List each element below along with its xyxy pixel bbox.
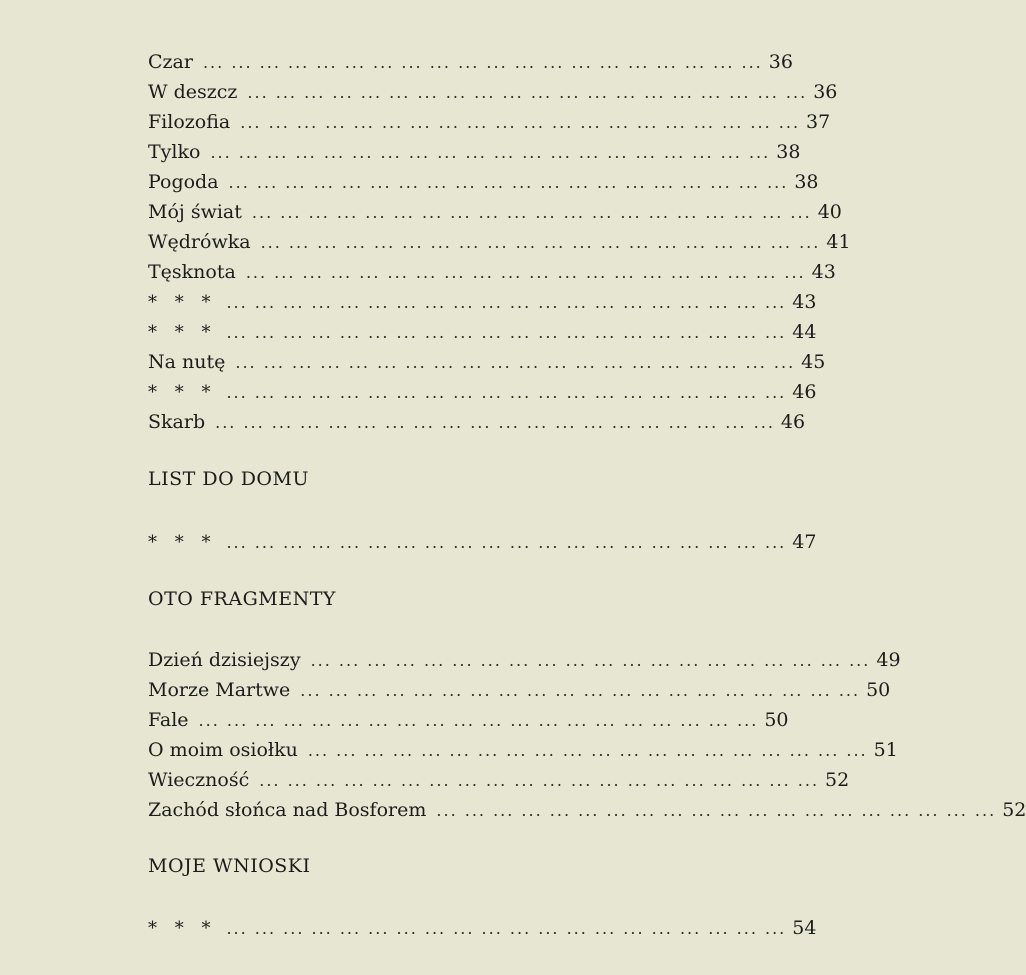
toc-entry-page: 36: [813, 81, 838, 103]
toc-entry-title: * * *: [148, 322, 217, 343]
toc-entry: [148, 648, 901, 673]
toc-leader-dots: ... ... ... ... ... ... ... ... ... ... ... ... ... ... ... ... ... ... ... ...: [215, 413, 775, 432]
toc-leader-dots: ... ... ... ... ... ... ... ... ... ... ... ... ... ... ... ... ... ... ... ...: [260, 233, 821, 252]
toc-leader-dots: ... ... ... ... ... ... ... ... ... ... ... ... ... ... ... ... ... ... ... ...: [226, 919, 787, 938]
toc-entry-title: Dzień dzisiejszy: [148, 649, 301, 671]
toc-leader-dots: ... ... ... ... ... ... ... ... ... ... ... ... ... ... ... ... ... ... ... ...: [245, 263, 806, 282]
toc-leader-dots: ... ... ... ... ... ... ... ... ... ... ... ... ... ... ... ... ... ... ... ...: [235, 353, 796, 372]
toc-entry: [148, 380, 817, 405]
section-heading: MOJE WNIOSKI: [148, 855, 311, 877]
toc-leader-dots: ... ... ... ... ... ... ... ... ... ... ... ... ... ... ... ... ... ... ... ...: [226, 383, 787, 402]
toc-entry-page: 46: [780, 411, 806, 433]
toc-entry-title: O moim osiołku: [148, 739, 298, 761]
toc-entry-title: * * *: [148, 918, 217, 939]
toc-entry: [148, 738, 898, 763]
toc-leader-dots: ... ... ... ... ... ... ... ... ... ... ... ... ... ... ... ... ... ... ... ...: [310, 651, 871, 670]
toc-entry-title: Skarb: [148, 411, 206, 433]
toc-entry: [148, 350, 826, 375]
toc-leader-dots: ... ... ... ... ... ... ... ... ... ... ... ... ... ... ... ... ... ... ... ...: [240, 113, 801, 132]
toc-leader-dots: ... ... ... ... ... ... ... ... ... ... ... ... ... ... ... ... ... ... ... ...: [226, 293, 787, 312]
toc-entry-page: 38: [776, 141, 801, 163]
toc-entry: [148, 80, 838, 105]
toc-entry-page: 50: [866, 679, 891, 701]
toc-entry-page: 47: [792, 531, 817, 553]
toc-leader-dots: ... ... ... ... ... ... ... ... ... ... ... ... ... ... ... ... ... ... ... ...: [247, 83, 808, 102]
toc-entry-title: Czar: [148, 51, 193, 73]
toc-entry-title: Morze Martwe: [148, 679, 291, 701]
toc-entry-page: 38: [794, 171, 819, 193]
toc-entry-title: Mój świat: [148, 201, 242, 223]
toc-leader-dots: ... ... ... ... ... ... ... ... ... ... ... ... ... ... ... ... ... ... ... ...: [307, 741, 868, 760]
toc-entry: [148, 140, 801, 165]
toc-leader-dots: ... ... ... ... ... ... ... ... ... ... ... ... ... ... ... ... ... ... ... ...: [251, 203, 812, 222]
toc-entry-page: 36: [768, 51, 793, 73]
toc-entry-title: Fale: [148, 709, 189, 731]
toc-leader-dots: ... ... ... ... ... ... ... ... ... ... ... ... ... ... ... ... ... ... ... ...: [198, 711, 759, 730]
toc-entry-page: 46: [792, 381, 817, 403]
toc-leader-dots: ... ... ... ... ... ... ... ... ... ... ... ... ... ... ... ... ... ... ... ...: [210, 143, 771, 162]
toc-entry-title: Wieczność: [148, 769, 250, 791]
toc-entry-page: 43: [792, 291, 817, 313]
toc-entry-title: * * *: [148, 292, 217, 313]
toc-entry: [148, 170, 819, 195]
section-heading: LIST DO DOMU: [148, 468, 309, 490]
toc-entry: [148, 290, 817, 315]
toc-entry-page: 54: [792, 917, 817, 939]
toc-entry-page: 52: [1002, 799, 1026, 821]
toc-entry: [148, 230, 851, 255]
section-heading: OTO FRAGMENTY: [148, 588, 336, 610]
toc-leader-dots: ... ... ... ... ... ... ... ... ... ... ... ... ... ... ... ... ... ... ... ...: [300, 681, 861, 700]
toc-entry-title: Wędrówka: [148, 231, 251, 253]
toc-leader-dots: ... ... ... ... ... ... ... ... ... ... ... ... ... ... ... ... ... ... ... ...: [202, 53, 763, 72]
toc-entry-page: 41: [826, 231, 851, 253]
toc-leader-dots: ... ... ... ... ... ... ... ... ... ... ... ... ... ... ... ... ... ... ... ...: [226, 323, 787, 342]
toc-leader-dots: ... ... ... ... ... ... ... ... ... ... ... ... ... ... ... ... ... ... ... ...: [228, 173, 789, 192]
toc-entry-page: 52: [825, 769, 850, 791]
toc-entry: [148, 410, 806, 435]
toc-entry-page: 43: [811, 261, 836, 283]
toc-entry: [148, 768, 850, 793]
toc-entry: [148, 200, 842, 225]
toc-entry-page: 50: [764, 709, 789, 731]
toc-entry-title: * * *: [148, 532, 217, 553]
toc-leader-dots: ... ... ... ... ... ... ... ... ... ... ... ... ... ... ... ... ... ... ... ...: [259, 771, 820, 790]
toc-entry: [148, 110, 831, 135]
toc-entry-title: Pogoda: [148, 171, 219, 193]
toc-entry-page: 51: [873, 739, 898, 761]
toc-entry-page: 40: [817, 201, 842, 223]
toc-entry-title: Filozofia: [148, 111, 231, 133]
toc-entry-title: W deszcz: [148, 81, 238, 103]
toc-entry-page: 44: [792, 321, 817, 343]
toc-entry-page: 45: [801, 351, 826, 373]
toc-entry: [148, 320, 817, 345]
toc-entry-title: Tylko: [148, 141, 201, 163]
toc-entry: [148, 530, 817, 555]
toc-entry-page: 37: [806, 111, 831, 133]
toc-leader-dots: ... ... ... ... ... ... ... ... ... ... ... ... ... ... ... ... ... ... ... ...: [436, 801, 997, 820]
toc-entry: [148, 916, 817, 941]
toc-entry: [148, 798, 1026, 823]
toc-entry-title: Zachód słońca nad Bosforem: [148, 799, 427, 821]
toc-entry: [148, 260, 836, 285]
toc-entry-title: Na nutę: [148, 351, 226, 373]
toc-entry: [148, 708, 789, 733]
toc-entry-page: 49: [876, 649, 901, 671]
toc-entry: [148, 50, 793, 75]
toc-entry-title: Tęsknota: [148, 261, 236, 283]
toc-entry: [148, 678, 891, 703]
toc-entry-title: * * *: [148, 382, 217, 403]
toc-leader-dots: ... ... ... ... ... ... ... ... ... ... ... ... ... ... ... ... ... ... ... ...: [226, 533, 787, 552]
